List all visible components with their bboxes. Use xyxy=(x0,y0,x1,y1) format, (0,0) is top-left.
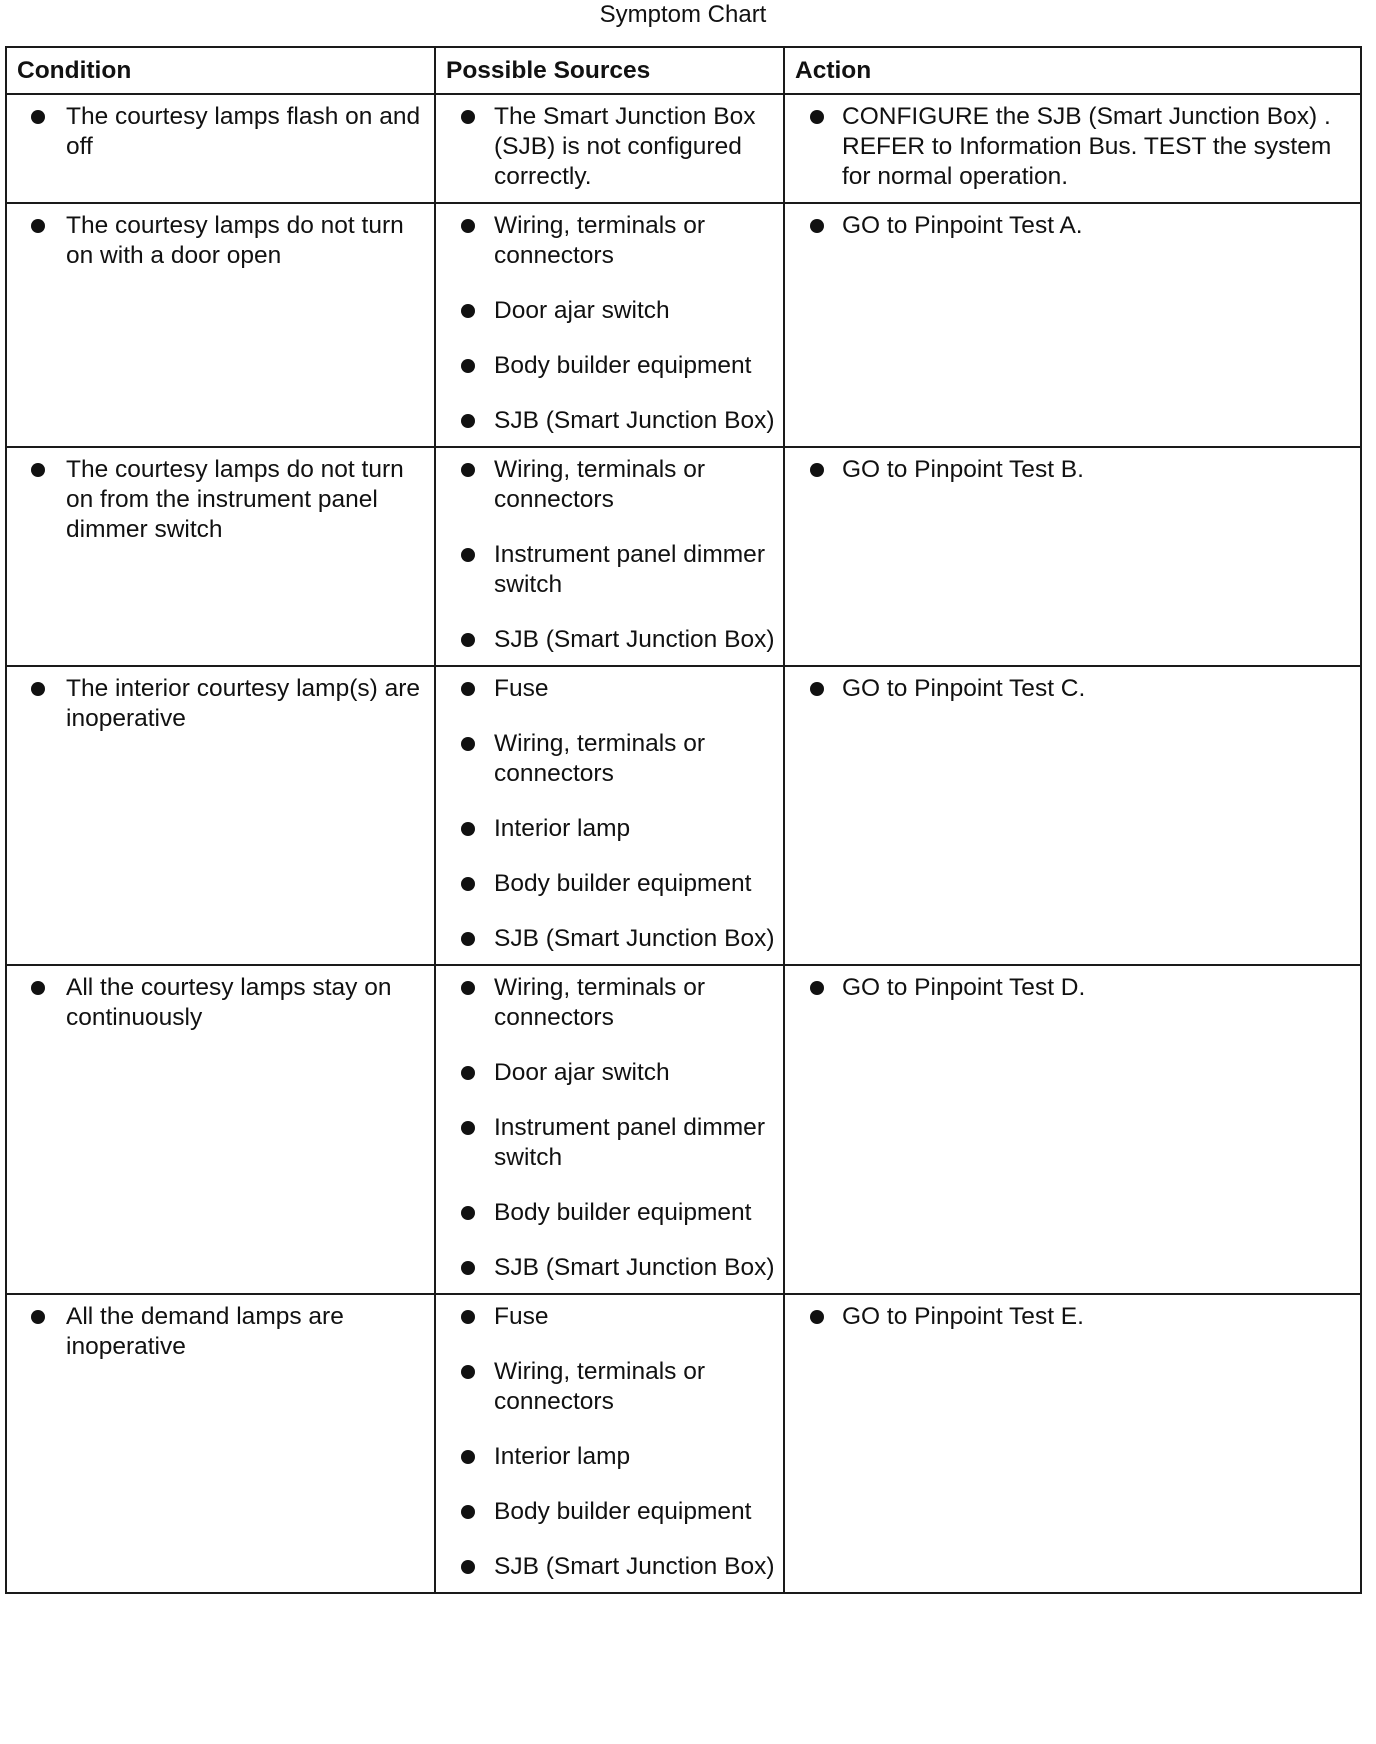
bullet-icon xyxy=(461,1121,475,1135)
source-item xyxy=(436,1442,777,1472)
bullet-icon xyxy=(31,110,45,124)
bullet-icon xyxy=(461,463,475,477)
bullet-icon xyxy=(461,1261,475,1275)
source-item xyxy=(436,1253,777,1283)
source-item-text: Interior lamp xyxy=(494,815,631,842)
action-cell xyxy=(784,666,1361,965)
action-item-text: GO to Pinpoint Test C. xyxy=(842,675,1086,702)
source-item xyxy=(436,211,777,271)
source-item-text: SJB (Smart Junction Box) xyxy=(494,407,775,434)
condition-item-text: All the demand lamps are inoperative xyxy=(66,1303,344,1360)
action-cell-list xyxy=(785,966,1360,1013)
action-item xyxy=(785,102,1354,192)
source-item-text: Wiring, terminals or connectors xyxy=(494,212,706,269)
bullet-icon xyxy=(461,633,475,647)
condition-item xyxy=(7,102,428,162)
source-item xyxy=(436,540,777,600)
action-item xyxy=(785,973,1354,1003)
condition-item xyxy=(7,211,428,271)
possible-sources-cell-list xyxy=(436,667,783,964)
condition-item xyxy=(7,1302,428,1362)
action-cell xyxy=(784,94,1361,203)
source-item xyxy=(436,296,777,326)
condition-cell-list xyxy=(7,966,434,1043)
source-item-text: Fuse xyxy=(494,675,549,702)
source-item-text: Body builder equipment xyxy=(494,1199,752,1226)
action-cell xyxy=(784,1294,1361,1593)
page-title: Symptom Chart xyxy=(599,1,767,28)
source-item xyxy=(436,814,777,844)
source-item xyxy=(436,1198,777,1228)
bullet-icon xyxy=(810,682,824,696)
action-item xyxy=(785,455,1354,485)
table-row xyxy=(6,94,1361,203)
source-item xyxy=(436,1357,777,1417)
possible-sources-cell xyxy=(435,447,784,666)
bullet-icon xyxy=(461,1365,475,1379)
condition-item xyxy=(7,973,428,1033)
possible-sources-cell-list xyxy=(436,95,783,202)
source-item-text: Instrument panel dimmer switch xyxy=(494,541,765,598)
possible-sources-cell-list xyxy=(436,1295,783,1592)
bullet-icon xyxy=(461,1066,475,1080)
source-item xyxy=(436,455,777,515)
action-item-text: GO to Pinpoint Test D. xyxy=(842,974,1086,1001)
source-item-text: SJB (Smart Junction Box) xyxy=(494,1254,775,1281)
table-row xyxy=(6,666,1361,965)
bullet-icon xyxy=(461,110,475,124)
condition-item-text: All the courtesy lamps stay on continuously xyxy=(66,974,392,1031)
bullet-icon xyxy=(461,877,475,891)
source-item-text: Body builder equipment xyxy=(494,1498,752,1525)
symptom-table xyxy=(5,46,1362,1594)
bullet-icon xyxy=(461,1450,475,1464)
source-item xyxy=(436,102,777,192)
possible-sources-cell xyxy=(435,203,784,447)
action-item xyxy=(785,211,1354,241)
source-item-text: Wiring, terminals or connectors xyxy=(494,974,706,1031)
condition-item-text: The courtesy lamps do not turn on with a door open xyxy=(66,212,404,269)
bullet-icon xyxy=(461,1310,475,1324)
possible-sources-header: Possible Sources xyxy=(435,47,784,94)
possible-sources-cell xyxy=(435,965,784,1294)
possible-sources-cell xyxy=(435,1294,784,1593)
action-cell-list xyxy=(785,204,1360,251)
condition-cell xyxy=(6,666,435,965)
source-item xyxy=(436,1058,777,1088)
possible-sources-cell-list xyxy=(436,448,783,665)
action-cell xyxy=(784,203,1361,447)
action-item-text: GO to Pinpoint Test B. xyxy=(842,456,1084,483)
condition-cell-list xyxy=(7,667,434,744)
condition-cell-list xyxy=(7,95,434,172)
possible-sources-cell-list xyxy=(436,966,783,1293)
source-item-text: Body builder equipment xyxy=(494,870,752,897)
condition-cell-list xyxy=(7,1295,434,1372)
source-item xyxy=(436,869,777,899)
source-item-text: Wiring, terminals or connectors xyxy=(494,456,706,513)
bullet-icon xyxy=(461,414,475,428)
bullet-icon xyxy=(461,304,475,318)
source-item xyxy=(436,1497,777,1527)
table-row xyxy=(6,1294,1361,1593)
action-item-text: CONFIGURE the SJB (Smart Junction Box) . REFER to Information Bus. TEST the system for normal operation. xyxy=(842,103,1332,190)
table-row xyxy=(6,203,1361,447)
bullet-icon xyxy=(461,548,475,562)
bullet-icon xyxy=(461,359,475,373)
source-item-text: Interior lamp xyxy=(494,1443,631,1470)
table-row xyxy=(6,965,1361,1294)
condition-cell-list xyxy=(7,204,434,281)
source-item-text: SJB (Smart Junction Box) xyxy=(494,1553,775,1580)
source-item-text: SJB (Smart Junction Box) xyxy=(494,626,775,653)
source-item-text: Instrument panel dimmer switch xyxy=(494,1114,765,1171)
condition-item xyxy=(7,674,428,734)
bullet-icon xyxy=(461,932,475,946)
bullet-icon xyxy=(31,682,45,696)
condition-item-text: The courtesy lamps do not turn on from the instrument panel dimmer switch xyxy=(66,456,404,543)
table-body xyxy=(6,94,1361,1593)
action-cell-list xyxy=(785,448,1360,495)
source-item-text: SJB (Smart Junction Box) xyxy=(494,925,775,952)
bullet-icon xyxy=(31,981,45,995)
source-item-text: The Smart Junction Box (SJB) is not configured correctly. xyxy=(494,103,756,190)
bullet-icon xyxy=(810,463,824,477)
source-item-text: Body builder equipment xyxy=(494,352,752,379)
condition-item xyxy=(7,455,428,545)
source-item-text: Door ajar switch xyxy=(494,297,670,324)
action-cell-list xyxy=(785,667,1360,714)
action-header: Action xyxy=(784,47,1361,94)
source-item xyxy=(436,729,777,789)
source-item xyxy=(436,625,777,655)
condition-cell xyxy=(6,447,435,666)
condition-cell-list xyxy=(7,448,434,555)
bullet-icon xyxy=(810,981,824,995)
bullet-icon xyxy=(461,1206,475,1220)
bullet-icon xyxy=(810,110,824,124)
bullet-icon xyxy=(31,463,45,477)
action-item xyxy=(785,1302,1354,1332)
source-item-text: Wiring, terminals or connectors xyxy=(494,1358,706,1415)
condition-cell xyxy=(6,1294,435,1593)
bullet-icon xyxy=(461,1505,475,1519)
bullet-icon xyxy=(461,219,475,233)
condition-cell xyxy=(6,94,435,203)
header-row xyxy=(6,47,1361,94)
bullet-icon xyxy=(31,1310,45,1324)
source-item xyxy=(436,924,777,954)
bullet-icon xyxy=(810,219,824,233)
action-cell-list xyxy=(785,1295,1360,1342)
possible-sources-cell-list xyxy=(436,204,783,446)
possible-sources-cell xyxy=(435,94,784,203)
bullet-icon xyxy=(461,822,475,836)
source-item-text: Door ajar switch xyxy=(494,1059,670,1086)
condition-cell xyxy=(6,965,435,1294)
possible-sources-cell xyxy=(435,666,784,965)
source-item xyxy=(436,973,777,1033)
action-item xyxy=(785,674,1354,704)
source-item xyxy=(436,351,777,381)
bullet-icon xyxy=(31,219,45,233)
bullet-icon xyxy=(810,1310,824,1324)
source-item xyxy=(436,406,777,436)
action-cell xyxy=(784,965,1361,1294)
source-item-text: Wiring, terminals or connectors xyxy=(494,730,706,787)
action-item-text: GO to Pinpoint Test A. xyxy=(842,212,1083,239)
bullet-icon xyxy=(461,682,475,696)
source-item xyxy=(436,1302,777,1332)
source-item xyxy=(436,1552,777,1582)
condition-item-text: The interior courtesy lamp(s) are inoperative xyxy=(66,675,421,732)
source-item xyxy=(436,674,777,704)
condition-header: Condition xyxy=(6,47,435,94)
action-cell-list xyxy=(785,95,1360,202)
action-item-text: GO to Pinpoint Test E. xyxy=(842,1303,1084,1330)
bullet-icon xyxy=(461,737,475,751)
table-row xyxy=(6,447,1361,666)
bullet-icon xyxy=(461,1560,475,1574)
source-item xyxy=(436,1113,777,1173)
condition-cell xyxy=(6,203,435,447)
source-item-text: Fuse xyxy=(494,1303,549,1330)
bullet-icon xyxy=(461,981,475,995)
action-cell xyxy=(784,447,1361,666)
condition-item-text: The courtesy lamps flash on and off xyxy=(66,103,421,160)
